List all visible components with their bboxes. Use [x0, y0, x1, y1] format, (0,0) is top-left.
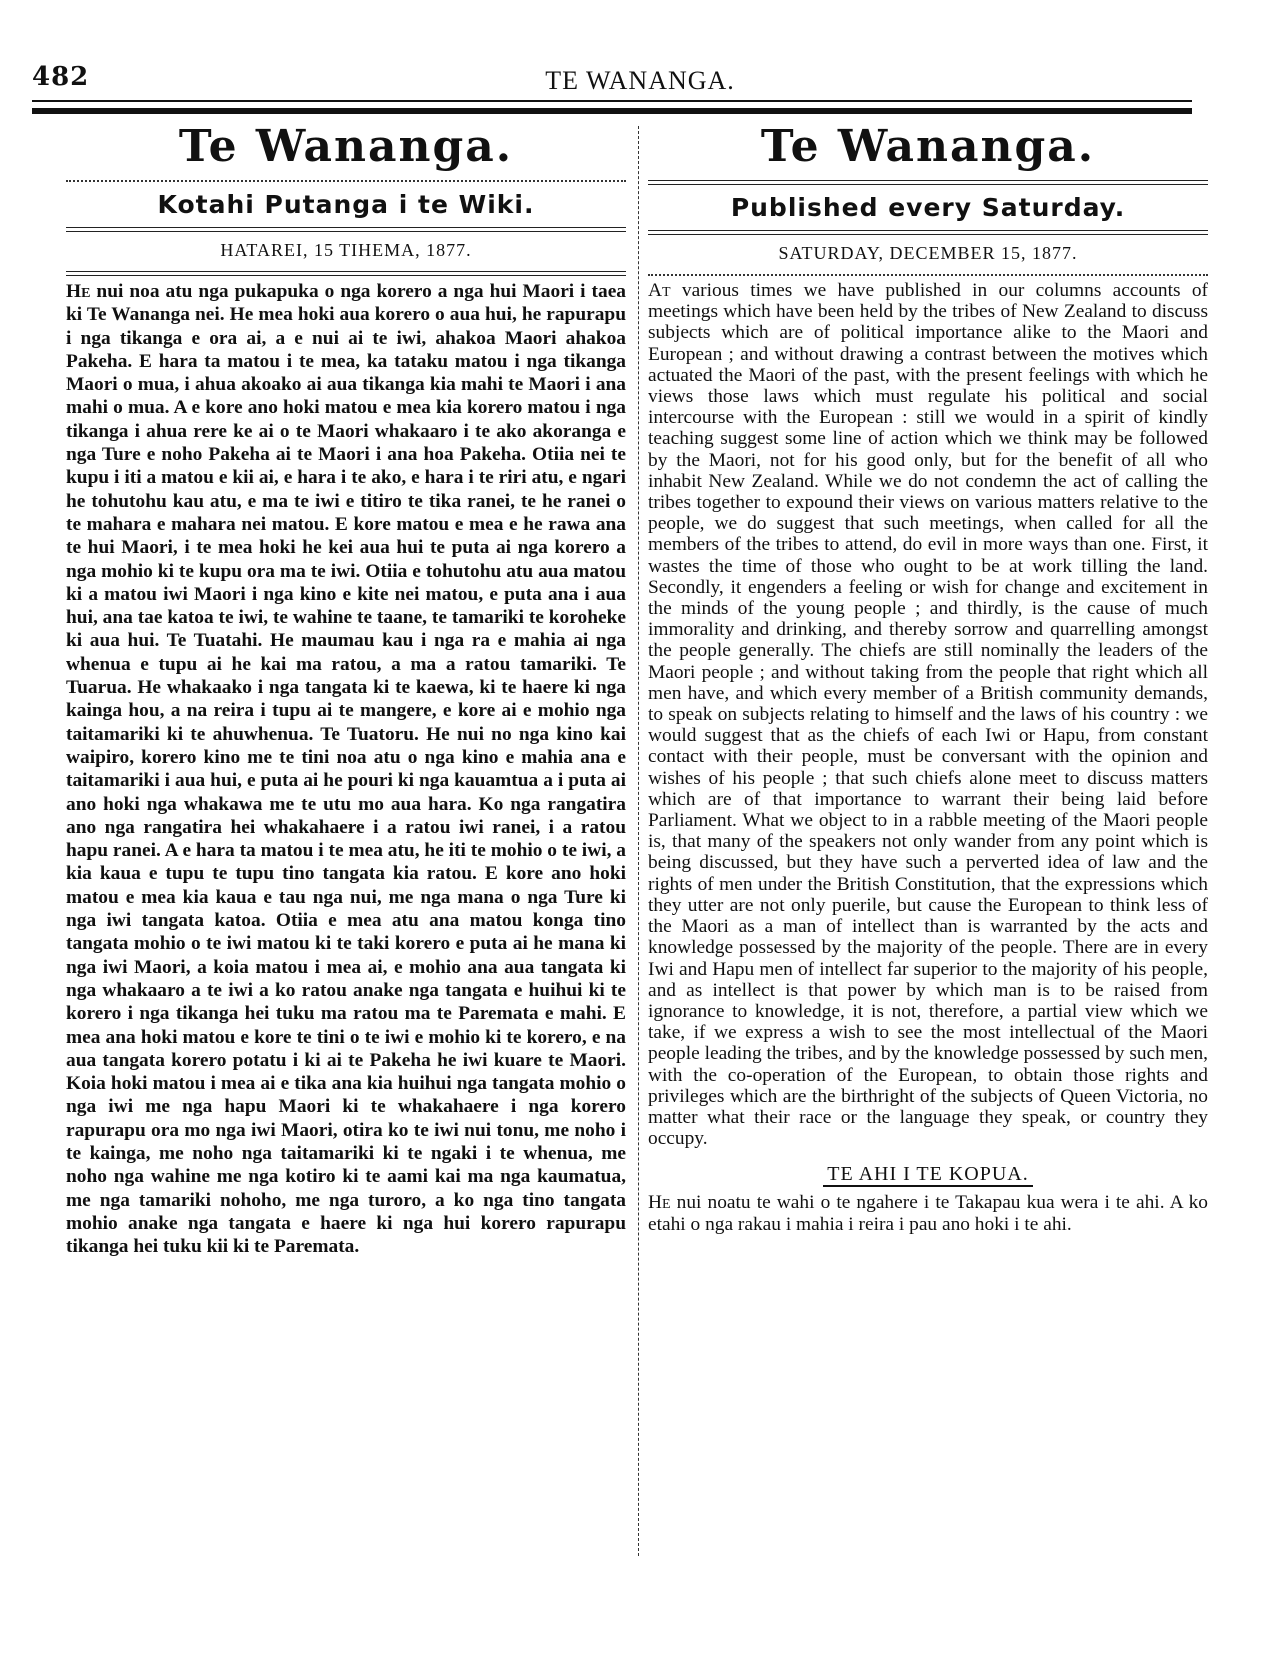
fire-notice — [648, 1192, 1208, 1234]
english-editorial-body: various times we have published in our columns accounts of meetings which have been held by the tribes of New Zealand to discuss subjects which are of political importance alike to the Maori and European ; and without drawing a contrast between the motives which actuated the Maori of the past, with the present feelings with which he views those laws which must regulate his political and social intercourse with the European : still we would in a spirit of kindly teaching suggest some line of action which we think may be followed by the Maori, not for his good only, but for the benefit of all who inhabit New Zealand. While we do not condemn the act of calling the tribes together to expound their views on various matters relative to the people, we do suggest that such meetings, when called for all the members of the tribes to attend, do evil in more ways than one. First, it wastes the time of those who ought to be at work tilling the land. Secondly, it engenders a feeling or wish for change and excitement in the minds of the young people ; and thirdly, is the cause of much immorality and drinking, and thereby sorrow and quarrelling amongst the people generally. The chiefs are still nominally the leaders of the Maori people ; and without taking from the people that right which all men have, and which every member of a British community demands, to speak on subjects relating to himself and the laws of his country : we would suggest that as the chiefs of each Iwi or Hapu, from constant contact with their people, must be conversant with the opinion and wishes of his people ; that such chiefs alone meet to discuss matters which are of that importance to warrant their being laid before Parliament. What we object to in a rabble meeting of the Maori people is, that many of the speakers not only wander from any point which is being discussed, but they have such a perverted idea of law and the rights of men under the British Constitution, that the expressions which they utter are not only puerile, but cause the European to think less of the Maori as a man of intellect than is warranted by the acts and knowledge possessed by the majority of the people. There are in every Iwi and Hapu men of intellect far superior to the majority of his people, and as intellect is that power by which man is to be raised from ignorance to knowledge, it is not, therefore, a partial view which we take, if we express a wish to see the most intellectual of the Maori people leading the tribes, and by the knowledge possessed by such men, with the co-operation of the European, to obtain those rights and privileges which are the birthright of the subjects of Queen Victoria, no matter what their race or the language they speak, or country they occupy. — [648, 280, 1208, 1150]
left-subhead: Kotahi Putanga i te Wiki. — [157, 190, 535, 219]
left-subhead-rule — [66, 227, 626, 232]
header-rule-thick — [32, 108, 1192, 114]
maori-editorial-body: nui noa atu nga pukapuka o nga korero a nga hui Maori i taea ki Te Wananga nei. He mea hoki aua korero o aua hui, he rapurapu i nga tikanga e ora ai, a e nui ai te iwi, ahakoa Maori ahakoa Pakeha. E hara ta matou i te mea, ka tataku matou i nga tikanga Maori o mua, i ahua akoako ai aua tikanga kia mahi te Maori i ana mahi o mua. A e kore ano hoki matou e mea kia korero matou i nga tikanga i ahua rere ke ai o te Maori whakaaro i te ako akoranga e nga Ture e noho Pakeha ai te Maori i ana hoa Pakeha. Otiia nei te kupu i iti a matou e kii ai, e hara i te ako, e hara i te riri atu, e ngari he tohutohu kau atu, e ma te iwi e titiro te tika ranei, te he ranei o te mahara e mahara nei matou. E kore matou e mea e he rawa ana te hui Maori, i te mea hoki he kei aua hui te puta ai nga korero a nga mohio ki te kupu ora ma te iwi. Otiia e tohutohu atu aua matou ki a matou iwi Maori i nga kino e kite nei matou, e puta ana i aua hui, ana tae katoa te iwi, te wahine te taane, te tamariki te koroheke ki aua hui. Te Tuatahi. He maumau kau i nga ra e mahia ai nga whenua e tupu ai he kai ma ratou, a ma a ratou tamariki. Te Tuarua. He whakaako i nga tangata ki te kaewa, ki te haere ki nga kainga hou, a na reira i tupu ai te mangere, e kore ai e mohio nga taitamariki ki te ahuwhenua. Te Tuatoru. He nui no nga kino kai waipiro, korero kino me te tini noa atu o nga kino e mahia ana e taitamariki i aua hui, e puta ai he pouri ki nga kauamtua a i puta ai ano hoki nga whakawa me te utu mo aua hara. Ko nga rangatira ano nga rangatira hei whakahaere i a ratou iwi ranei, i a ratou hapu ranei. A e hara ta matou i te mea atu, he iti te mohio o te iwi, a kia kaua e tupu te tupu tino tangata kia ratou. E kore ano hoki matou e mea kia kaua e tau nga nui, me nga mana o nga Ture ki nga iwi tangata katoa. Otiia e mea atu ana matou konga tino tangata mohio o te iwi matou ki te taki korero e puta ai he mana ki nga iwi Maori, a koia matou i mea ai, e mohio ana aua tangata ki nga whakaaro a te iwi a ko ratou anake nga tangata e huihui ki te korero i nga tikanga hei tuku ma ratou ma te Paremata e mahi. E mea ana hoki matou e kore te tini o te iwi e mohio ki te korero, e na aua tangata korero potatu i ki ai te Pakeha he iwi kuare te Maori. Koia hoki matou i mea ai e tika ana kia huihui nga tangata mohio o nga iwi me nga hapu Maori ki te whakahaere i nga korero rapurapu ora mo nga iwi Maori, otira ko te iwi nui tonu, me noho i te kainga, me noho nga taitamariki ki te ngaki i te whenua, me noho nga wahine me nga kotiro ki te aami kai ma nga kaumatua, me nga tamariki nohoho, me nga turoro, a ko nga tino tangata mohio anake nga tangata e haere ki nga hui korero rapurapu tikanga hei tuku kii ki te Paremata. — [66, 281, 626, 1258]
right-column — [648, 118, 1208, 1235]
column-divider — [638, 126, 640, 1556]
right-dateline: SATURDAY, DECEMBER 15, 1877. — [778, 243, 1078, 263]
maori-editorial — [66, 280, 626, 1258]
english-editorial — [648, 280, 1208, 1149]
right-masthead: Te Wananga. — [760, 121, 1096, 172]
left-dateline-rule — [66, 271, 626, 276]
fire-notice-body: nui noatu te wahi o te ngahere i te Takapau kua wera i te ahi. A ko etahi o nga rakau i mahia i reira i pau ano hoki i te ahi. — [648, 1192, 1208, 1235]
right-subhead: Published every Saturday. — [730, 193, 1126, 222]
header-rule-thin — [32, 100, 1192, 102]
fire-notice-title-wrap — [648, 1163, 1208, 1186]
right-dateline-rule — [648, 274, 1208, 276]
left-masthead-rule — [66, 180, 626, 182]
left-column — [66, 118, 626, 1258]
fire-notice-title: TE AHI I TE KOPUA. — [823, 1163, 1033, 1187]
english-editorial-lead: At — [648, 280, 671, 301]
left-dateline: HATAREI, 15 TIHEMA, 1877. — [220, 240, 472, 260]
page-number: 482 — [32, 62, 90, 92]
maori-editorial-lead: He — [66, 281, 91, 302]
right-subhead-rule — [648, 230, 1208, 235]
running-title: TE WANANGA. — [545, 66, 735, 95]
fire-notice-lead: He — [648, 1192, 671, 1214]
right-masthead-rule — [648, 180, 1208, 185]
left-masthead: Te Wananga. — [178, 121, 514, 172]
